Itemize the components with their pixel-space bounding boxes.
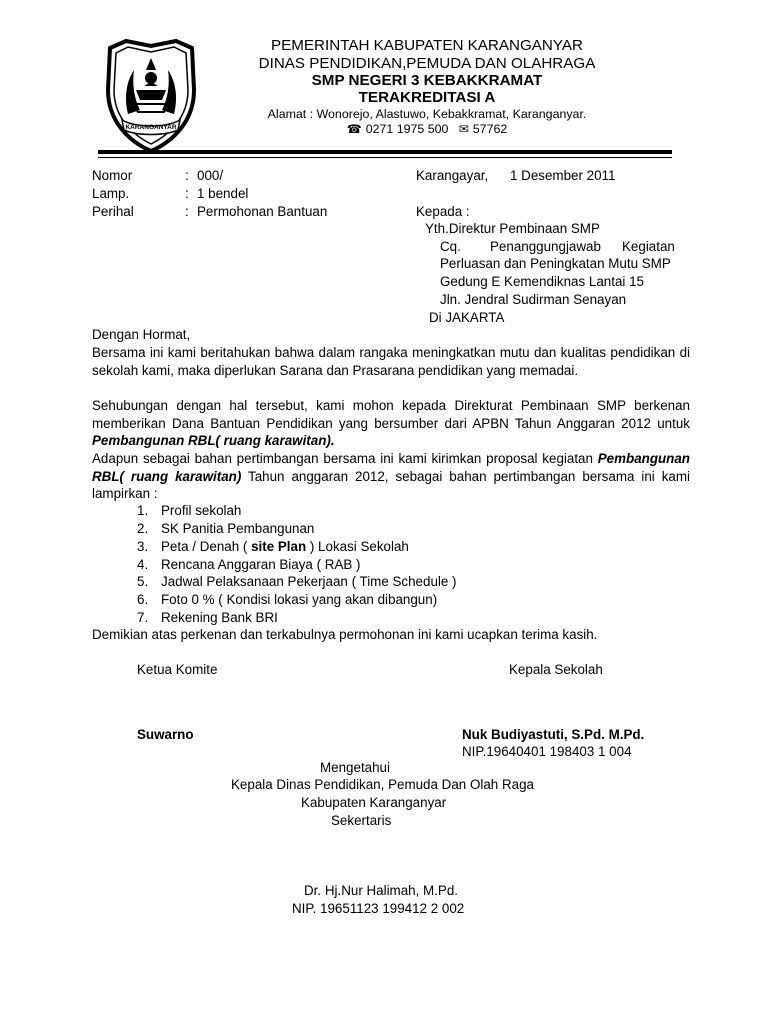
attachment-item-number: 4.	[137, 557, 149, 572]
attachment-item	[137, 609, 278, 627]
accreditation: TERAKREDITASI A	[358, 89, 496, 106]
letterhead-divider-thick	[98, 150, 672, 154]
school-name: SMP NEGERI 3 KEBAKKRAMAT	[311, 72, 543, 89]
attachment-item-text: Profil sekolah	[161, 503, 242, 518]
attachment-item-number: 3.	[137, 539, 149, 554]
paragraph-2	[92, 397, 690, 450]
kepada-label: Kepada :	[416, 204, 470, 219]
recipient-cq-role-2: Kegiatan	[622, 239, 675, 254]
attachment-item	[137, 520, 314, 538]
committee-chair-name: Suwarno	[137, 727, 194, 742]
paragraph-2-emphasis: Pembangunan RBL( ruang karawitan).	[92, 433, 335, 449]
attachment-item	[137, 591, 437, 609]
perihal-value: Permohonan Bantuan	[197, 204, 328, 219]
phone-number: 0271 1975 500	[365, 122, 449, 136]
paragraph-2-text: Sehubungan dengan hal tersebut, kami mohon kepada Direkturat Pembinaan SMP berkenan memberikan Dana Bantuan Pendidikan yang bersumber dari APBN Tahun Anggaran 2012 untuk	[92, 398, 690, 431]
attachment-item-text: Jadwal Pelaksanaan Pekerjaan ( Time Schedule )	[161, 574, 457, 589]
recipient-cq-role: Penanggungjawab	[490, 239, 601, 254]
greeting: Dengan Hormat,	[92, 327, 191, 342]
attachment-item-text: Peta / Denah (	[161, 539, 252, 554]
attachment-item	[137, 538, 409, 556]
nomor-label: Nomor	[92, 168, 133, 183]
attachment-item-number: 7.	[137, 610, 149, 625]
lamp-colon: :	[185, 186, 189, 201]
lamp-value: 1 bendel	[197, 186, 249, 201]
attachment-item-number: 2.	[137, 521, 149, 536]
government-name: PEMERINTAH KABUPATEN KARANGANYAR	[271, 37, 583, 54]
envelope-icon: ✉	[458, 122, 469, 136]
school-address: Alamat : Wonorejo, Alastuwo, Kebakkramat, Karanganyar.	[267, 107, 587, 121]
recipient-line-3: Perluasan dan Peningkatan Mutu SMP	[440, 256, 671, 271]
recipient-line-1: Yth.Direktur Pembinaan SMP	[425, 221, 600, 236]
department-name: DINAS PENDIDIKAN,PEMUDA DAN OLAHRAGA	[258, 55, 596, 72]
paragraph-3	[92, 450, 690, 503]
regency-crest-logo	[102, 38, 200, 154]
attachment-item-number: 1.	[137, 503, 149, 518]
attachment-item-text: ) Lokasi Sekolah	[306, 539, 409, 554]
acknowledger-office-2: Kabupaten Karanganyar	[301, 795, 447, 810]
recipient-cq: Cq.	[440, 239, 461, 254]
acknowledger-office-1: Kepala Dinas Pendidikan, Pemuda Dan Olah Raga	[231, 777, 534, 792]
principal-name: Nuk Budiyastuti, S.Pd. M.Pd.	[462, 727, 645, 742]
postal-code: 57762	[472, 122, 508, 136]
letter-date: 1 Desember 2011	[510, 168, 616, 183]
acknowledged-label: Mengetahui	[320, 760, 390, 775]
attachment-item-text: Foto 0 % ( Kondisi lokasi yang akan dibangun)	[161, 592, 438, 607]
closing-sentence: Demikian atas perkenan dan terkabulnya permohonan ini kami ucapkan terima kasih.	[92, 627, 598, 642]
nomor-colon: :	[185, 168, 189, 183]
attachment-item	[137, 556, 361, 574]
attachment-item	[137, 573, 457, 591]
lamp-label: Lamp.	[92, 186, 130, 201]
nomor-value: 000/	[197, 168, 224, 183]
recipient-line-5: Jln. Jendral Sudirman Senayan	[440, 292, 627, 307]
letterhead-divider-thin	[98, 157, 672, 158]
attachment-item	[137, 502, 241, 520]
attachment-item-text: SK Panitia Pembangunan	[161, 521, 315, 536]
attachment-item-number: 6.	[137, 592, 149, 607]
logo-ribbon-text: KARANGANYAR	[125, 124, 177, 131]
recipient-city: Di JAKARTA	[429, 310, 505, 325]
paragraph-1: Bersama ini kami beritahukan bahwa dalam rangaka meningkatkan mutu dan kualitas pendidikan di sekolah kami, maka diperlukan Sarana dan Prasarana pendidikan yang memadai.	[92, 345, 690, 378]
perihal-colon: :	[185, 204, 189, 219]
contact-line	[210, 121, 644, 137]
telephone-icon: ☎	[346, 122, 362, 136]
paragraph-3-text-b: Tahun anggaran 2012, sebagai bahan pertimbangan bersama ini kami lampirkan :	[92, 468, 690, 502]
acknowledger-name: Dr. Hj.Nur Halimah, M.Pd.	[304, 883, 459, 898]
acknowledger-position: Sekertaris	[331, 813, 392, 828]
attachment-item-emphasis: site Plan	[251, 539, 307, 554]
paragraph-3-emphasis: Pembangunan RBL( ruang karawitan)	[92, 451, 690, 484]
paragraph-3-text-a: Adapun sebagai bahan pertimbangan bersama ini kami kirimkan proposal kegiatan	[92, 451, 598, 466]
recipient-line-4: Gedung E Kemendiknas Lantai 15	[440, 274, 644, 289]
attachment-item-number: 5.	[137, 574, 149, 589]
letter-place: Karangayar,	[416, 168, 489, 183]
principal-title: Kepala Sekolah	[509, 662, 603, 677]
attachment-item-text: Rekening Bank BRI	[161, 610, 278, 625]
perihal-label: Perihal	[92, 204, 134, 219]
principal-nip: NIP.19640401 198403 1 004	[462, 744, 632, 759]
attachment-item-text: Rencana Anggaran Biaya ( RAB )	[161, 557, 361, 572]
acknowledger-nip: NIP. 19651123 199412 2 002	[292, 901, 465, 916]
committee-chair-title: Ketua Komite	[137, 662, 218, 677]
